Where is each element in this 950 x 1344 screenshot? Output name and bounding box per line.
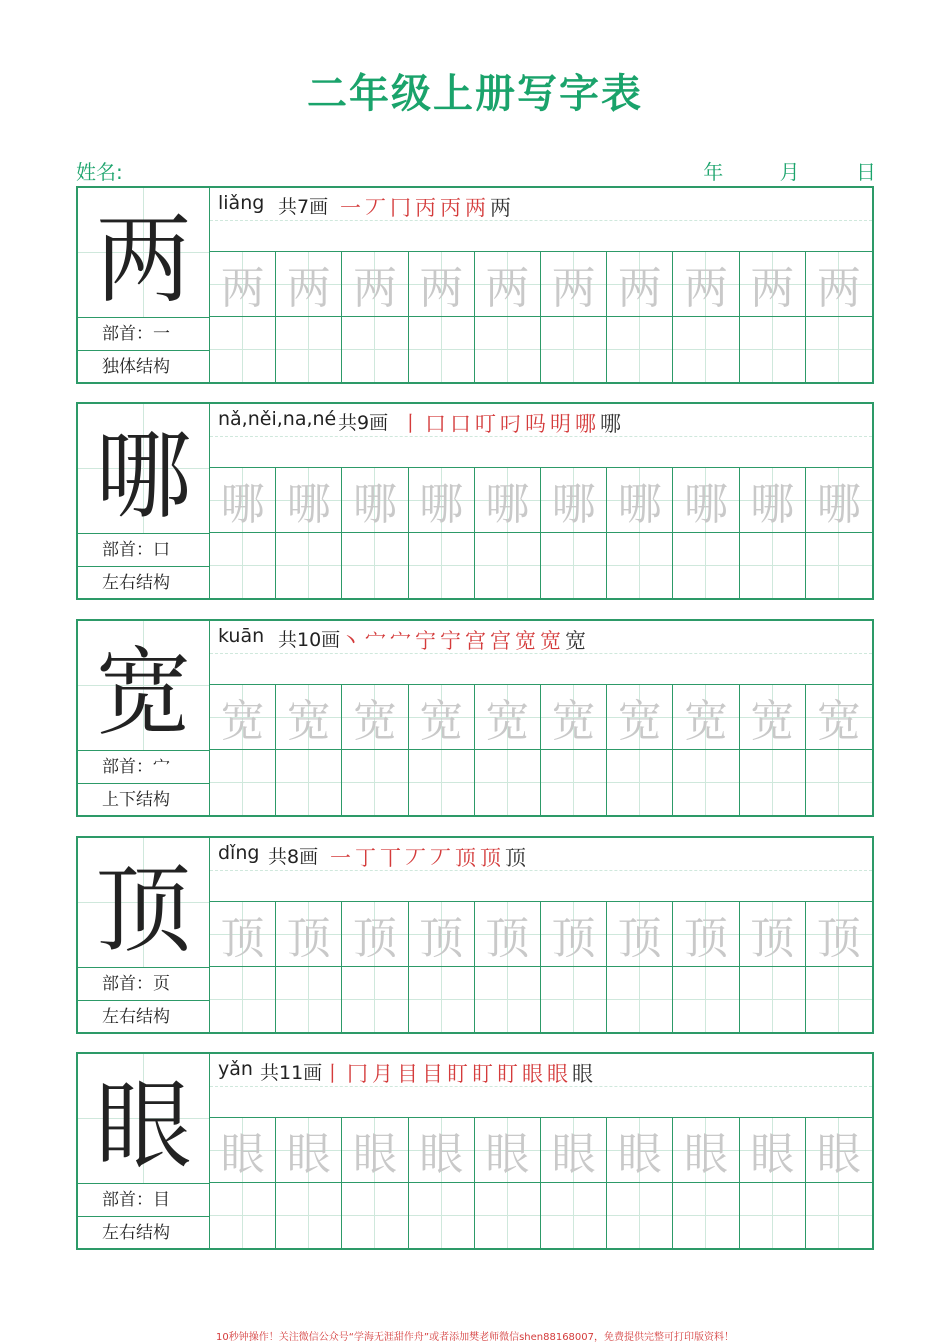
stroke-step: 盯 [497, 1062, 522, 1086]
trace-character: 宽 [683, 696, 728, 747]
blank-practice-cell[interactable] [475, 967, 541, 1032]
blank-practice-cell[interactable] [409, 1183, 475, 1248]
trace-character: 两 [286, 263, 331, 314]
trace-character: 宽 [750, 696, 795, 747]
trace-cell[interactable] [409, 468, 475, 533]
trace-cell[interactable] [475, 902, 541, 967]
trace-character: 哪 [220, 479, 265, 530]
stroke-step: 丆 [405, 846, 430, 870]
trace-cell[interactable] [342, 685, 408, 750]
blank-practice-cell[interactable] [673, 967, 739, 1032]
trace-cell[interactable] [409, 1118, 475, 1183]
trace-cell[interactable] [673, 252, 739, 317]
trace-character: 顶 [750, 913, 795, 964]
trace-cell[interactable] [210, 902, 276, 967]
blank-practice-cell[interactable] [740, 1183, 806, 1248]
stroke-step: 冂 [390, 196, 415, 220]
stroke-step: 口 [425, 412, 450, 436]
blank-practice-cell[interactable] [541, 967, 607, 1032]
blank-practice-cell[interactable] [475, 317, 541, 382]
trace-cell[interactable] [276, 1118, 342, 1183]
trace-cell[interactable] [740, 902, 806, 967]
trace-character: 两 [419, 263, 464, 314]
trace-cell[interactable] [475, 1118, 541, 1183]
trace-character: 两 [220, 263, 265, 314]
stroke-step: 丨 [400, 412, 425, 436]
trace-character: 顶 [683, 913, 728, 964]
stroke-count: 共11画 [260, 1062, 323, 1084]
stroke-step: 宽 [515, 629, 540, 653]
trace-character: 哪 [352, 479, 397, 530]
stroke-count: 共10画 [278, 629, 341, 651]
blank-practice-cell[interactable] [541, 533, 607, 598]
trace-character: 眼 [352, 1129, 397, 1180]
stroke-step: 顶 [505, 846, 530, 870]
character-block [76, 619, 874, 817]
year-label: 年 [703, 160, 724, 184]
practice-grid [210, 1118, 872, 1248]
trace-cell[interactable] [475, 468, 541, 533]
large-character-box [78, 838, 210, 968]
stroke-count: 共8画 [268, 846, 319, 868]
trace-character: 眼 [286, 1129, 331, 1180]
trace-cell[interactable] [541, 685, 607, 750]
stroke-step: 眼 [522, 1062, 547, 1086]
blank-practice-cell[interactable] [607, 317, 673, 382]
stroke-step: 目 [422, 1062, 447, 1086]
trace-character: 眼 [485, 1129, 530, 1180]
trace-cell[interactable] [806, 468, 872, 533]
blank-practice-cell[interactable] [409, 967, 475, 1032]
trace-character: 哪 [750, 479, 795, 530]
practice-grid [210, 252, 872, 382]
large-character-box [78, 1054, 210, 1184]
stroke-order-sequence [330, 842, 530, 872]
trace-cell[interactable] [210, 468, 276, 533]
stroke-step: 丆 [365, 196, 390, 220]
large-character: 哪 [95, 420, 192, 532]
blank-practice-cell[interactable] [806, 967, 872, 1032]
blank-practice-cell[interactable] [673, 750, 739, 815]
blank-practice-cell[interactable] [342, 317, 408, 382]
stroke-step: 顶 [455, 846, 480, 870]
trace-character: 眼 [816, 1129, 861, 1180]
stroke-step: 丁 [355, 846, 380, 870]
trace-character: 宽 [220, 696, 265, 747]
trace-character: 两 [617, 263, 662, 314]
stroke-step: 宁 [440, 629, 465, 653]
blank-practice-cell[interactable] [409, 533, 475, 598]
trace-cell[interactable] [806, 1118, 872, 1183]
trace-character: 宽 [419, 696, 464, 747]
structure-label: 左右结构 [78, 567, 210, 600]
blank-practice-cell[interactable] [607, 1183, 673, 1248]
blank-practice-cell[interactable] [806, 533, 872, 598]
large-character-box [78, 188, 210, 318]
page-title: 二年级上册写字表 [307, 70, 643, 117]
trace-cell[interactable] [342, 468, 408, 533]
trace-cell[interactable] [541, 468, 607, 533]
character-block [76, 186, 874, 384]
trace-character: 两 [750, 263, 795, 314]
trace-cell[interactable] [409, 902, 475, 967]
trace-cell[interactable] [276, 685, 342, 750]
trace-cell[interactable] [806, 252, 872, 317]
blank-practice-cell[interactable] [276, 1183, 342, 1248]
stroke-step: 丆 [430, 846, 455, 870]
character-block [76, 1052, 874, 1250]
month-label: 月 [779, 160, 800, 184]
stroke-order-sequence [400, 408, 625, 438]
trace-character: 眼 [617, 1129, 662, 1180]
trace-character: 顶 [220, 913, 265, 964]
stroke-count: 共9画 [338, 412, 389, 434]
blank-practice-cell[interactable] [740, 317, 806, 382]
trace-character: 两 [485, 263, 530, 314]
trace-character: 眼 [419, 1129, 464, 1180]
stroke-step: 丅 [380, 846, 405, 870]
trace-cell[interactable] [806, 685, 872, 750]
trace-character: 顶 [286, 913, 331, 964]
blank-practice-cell[interactable] [607, 967, 673, 1032]
trace-cell[interactable] [607, 902, 673, 967]
stroke-step: 宀 [390, 629, 415, 653]
blank-practice-cell[interactable] [541, 1183, 607, 1248]
stroke-step: 两 [465, 196, 490, 220]
blank-practice-cell[interactable] [210, 533, 276, 598]
blank-practice-cell[interactable] [342, 967, 408, 1032]
trace-character: 宽 [286, 696, 331, 747]
trace-character: 哪 [617, 479, 662, 530]
blank-practice-cell[interactable] [607, 750, 673, 815]
trace-character: 宽 [352, 696, 397, 747]
trace-cell[interactable] [342, 252, 408, 317]
radical-label: 部首：宀 [78, 751, 210, 784]
trace-cell[interactable] [210, 685, 276, 750]
stroke-order-sequence [322, 1058, 597, 1088]
large-character: 两 [95, 204, 192, 316]
trace-character: 宽 [485, 696, 530, 747]
stroke-info-row [210, 838, 872, 902]
blank-practice-cell[interactable] [210, 750, 276, 815]
trace-character: 顶 [617, 913, 662, 964]
radical-label: 部首：目 [78, 1184, 210, 1217]
blank-practice-cell[interactable] [276, 533, 342, 598]
stroke-step: 哪 [575, 412, 600, 436]
trace-character: 哪 [286, 479, 331, 530]
structure-label: 独体结构 [78, 351, 210, 384]
trace-cell[interactable] [276, 902, 342, 967]
trace-cell[interactable] [541, 902, 607, 967]
stroke-step: 宫 [490, 629, 515, 653]
stroke-step: 吗 [525, 412, 550, 436]
practice-grid [210, 902, 872, 1032]
blank-practice-cell[interactable] [475, 1183, 541, 1248]
stroke-step: 月 [372, 1062, 397, 1086]
blank-practice-cell[interactable] [210, 967, 276, 1032]
stroke-step: 宽 [565, 629, 590, 653]
trace-cell[interactable] [607, 685, 673, 750]
trace-character: 眼 [220, 1129, 265, 1180]
trace-character: 眼 [551, 1129, 596, 1180]
trace-character: 顶 [352, 913, 397, 964]
trace-cell[interactable] [806, 902, 872, 967]
stroke-step: 丨 [322, 1062, 347, 1086]
trace-character: 哪 [485, 479, 530, 530]
blank-practice-cell[interactable] [541, 750, 607, 815]
radical-label: 部首：页 [78, 968, 210, 1001]
stroke-step: 两 [490, 196, 515, 220]
blank-practice-cell[interactable] [276, 317, 342, 382]
blank-practice-cell[interactable] [276, 750, 342, 815]
trace-character: 顶 [551, 913, 596, 964]
trace-character: 两 [551, 263, 596, 314]
trace-cell[interactable] [541, 1118, 607, 1183]
blank-practice-cell[interactable] [806, 1183, 872, 1248]
trace-cell[interactable] [607, 252, 673, 317]
trace-character: 两 [816, 263, 861, 314]
stroke-step: 眼 [547, 1062, 572, 1086]
stroke-step: 顶 [480, 846, 505, 870]
stroke-count: 共7画 [278, 196, 329, 218]
trace-cell[interactable] [276, 468, 342, 533]
blank-practice-cell[interactable] [806, 750, 872, 815]
stroke-info-row [210, 621, 872, 685]
blank-practice-cell[interactable] [210, 317, 276, 382]
trace-character: 两 [683, 263, 728, 314]
stroke-step: 哪 [600, 412, 625, 436]
large-character-box [78, 621, 210, 751]
blank-practice-cell[interactable] [673, 533, 739, 598]
pinyin-text: liǎng [218, 192, 265, 214]
pinyin-text: dǐng [218, 842, 260, 864]
practice-grid [210, 685, 872, 815]
blank-practice-cell[interactable] [342, 750, 408, 815]
character-block [76, 836, 874, 1034]
trace-character: 两 [352, 263, 397, 314]
stroke-step: 宁 [415, 629, 440, 653]
trace-cell[interactable] [210, 1118, 276, 1183]
large-character: 宽 [95, 637, 192, 749]
trace-character: 顶 [485, 913, 530, 964]
pinyin-text: yǎn [218, 1058, 253, 1080]
stroke-step: 明 [550, 412, 575, 436]
trace-cell[interactable] [673, 902, 739, 967]
practice-grid [210, 468, 872, 598]
blank-practice-cell[interactable] [607, 533, 673, 598]
large-character: 眼 [95, 1070, 192, 1182]
structure-label: 左右结构 [78, 1217, 210, 1250]
stroke-step: 丙 [440, 196, 465, 220]
name-label: 姓名: [76, 160, 123, 184]
trace-character: 宽 [617, 696, 662, 747]
trace-cell[interactable] [740, 1118, 806, 1183]
blank-practice-cell[interactable] [740, 967, 806, 1032]
stroke-step: 丙 [415, 196, 440, 220]
blank-practice-cell[interactable] [740, 533, 806, 598]
date-labels [653, 156, 876, 185]
blank-practice-cell[interactable] [475, 750, 541, 815]
pinyin-text: kuān [218, 625, 265, 647]
day-label: 日 [856, 160, 876, 184]
stroke-step: 丶 [340, 629, 365, 653]
trace-cell[interactable] [276, 252, 342, 317]
stroke-info-row [210, 404, 872, 468]
blank-practice-cell[interactable] [673, 1183, 739, 1248]
trace-character: 哪 [551, 479, 596, 530]
trace-character: 宽 [551, 696, 596, 747]
stroke-step: 宀 [365, 629, 390, 653]
trace-cell[interactable] [475, 685, 541, 750]
radical-label: 部首：一 [78, 318, 210, 351]
stroke-order-sequence [340, 192, 515, 222]
blank-practice-cell[interactable] [210, 1183, 276, 1248]
stroke-step: 宽 [540, 629, 565, 653]
name-date-bar [76, 156, 876, 184]
trace-character: 眼 [750, 1129, 795, 1180]
blank-practice-cell[interactable] [806, 317, 872, 382]
blank-practice-cell[interactable] [475, 533, 541, 598]
trace-cell[interactable] [541, 252, 607, 317]
blank-practice-cell[interactable] [740, 750, 806, 815]
stroke-step: 目 [397, 1062, 422, 1086]
trace-cell[interactable] [673, 685, 739, 750]
stroke-step: 叮 [475, 412, 500, 436]
character-block [76, 402, 874, 600]
trace-cell[interactable] [210, 252, 276, 317]
blank-practice-cell[interactable] [409, 317, 475, 382]
trace-cell[interactable] [475, 252, 541, 317]
blank-practice-cell[interactable] [541, 317, 607, 382]
pinyin-text: nǎ,něi,na,né [218, 408, 337, 430]
trace-cell[interactable] [740, 468, 806, 533]
trace-character: 顶 [816, 913, 861, 964]
large-character: 顶 [95, 854, 192, 966]
trace-cell[interactable] [342, 1118, 408, 1183]
stroke-step: 宫 [465, 629, 490, 653]
footer-note: 10秒钟操作！关注微信公众号“学海无涯甜作舟”或者添加樊老师微信shen88168007，免费提供完整可打印版资料！ [215, 1332, 735, 1343]
radical-label: 部首：口 [78, 534, 210, 567]
trace-cell[interactable] [673, 468, 739, 533]
trace-character: 宽 [816, 696, 861, 747]
structure-label: 上下结构 [78, 784, 210, 817]
stroke-step: 叼 [500, 412, 525, 436]
stroke-step: 盯 [472, 1062, 497, 1086]
stroke-step: 一 [340, 196, 365, 220]
stroke-step: 一 [330, 846, 355, 870]
trace-character: 哪 [683, 479, 728, 530]
blank-practice-cell[interactable] [342, 533, 408, 598]
stroke-step: 口 [450, 412, 475, 436]
trace-cell[interactable] [409, 252, 475, 317]
trace-cell[interactable] [607, 1118, 673, 1183]
large-character-box [78, 404, 210, 534]
trace-character: 哪 [419, 479, 464, 530]
trace-cell[interactable] [673, 1118, 739, 1183]
stroke-step: 冂 [347, 1062, 372, 1086]
stroke-step: 眼 [572, 1062, 597, 1086]
blank-practice-cell[interactable] [342, 1183, 408, 1248]
structure-label: 左右结构 [78, 1001, 210, 1034]
trace-cell[interactable] [740, 685, 806, 750]
trace-cell[interactable] [607, 468, 673, 533]
stroke-order-sequence [340, 625, 590, 655]
blank-practice-cell[interactable] [673, 317, 739, 382]
stroke-step: 盯 [447, 1062, 472, 1086]
trace-character: 眼 [683, 1129, 728, 1180]
trace-cell[interactable] [740, 252, 806, 317]
stroke-info-row [210, 1054, 872, 1118]
blank-practice-cell[interactable] [409, 750, 475, 815]
trace-cell[interactable] [409, 685, 475, 750]
trace-character: 哪 [816, 479, 861, 530]
trace-character: 顶 [419, 913, 464, 964]
blank-practice-cell[interactable] [276, 967, 342, 1032]
trace-cell[interactable] [342, 902, 408, 967]
stroke-info-row [210, 188, 872, 252]
